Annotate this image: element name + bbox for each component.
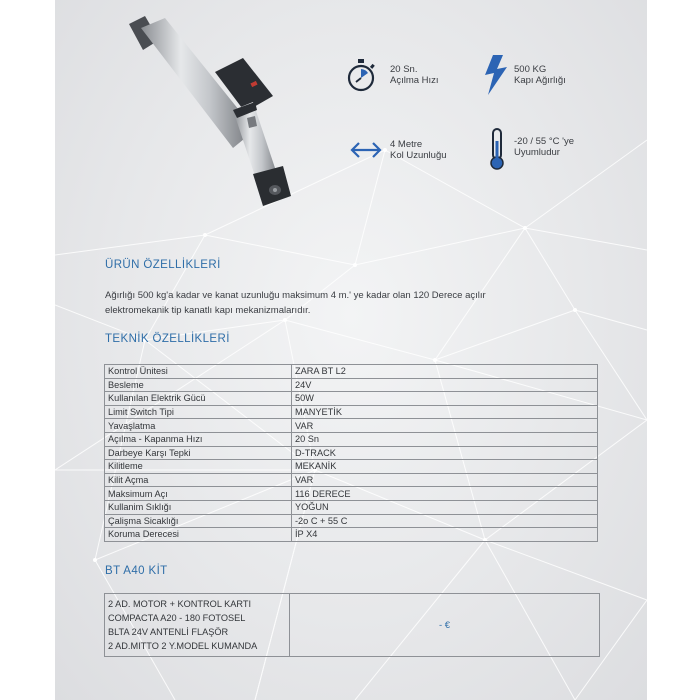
kit-title: BT A40 KİT <box>105 565 168 577</box>
spec-row <box>105 405 598 419</box>
product-sheet <box>55 0 647 700</box>
spec-row <box>105 392 598 406</box>
spec-key: Kullanılan Elektrik Gücü <box>105 392 292 406</box>
spec-value: MEKANİK <box>292 460 598 474</box>
spec-key: Limit Switch Tipi <box>105 405 292 419</box>
spec-table <box>104 364 598 542</box>
gate-motor-image <box>115 10 315 215</box>
spec-key: Kontrol Ünitesi <box>105 365 292 379</box>
spec-key: Açılma - Kapanma Hızı <box>105 432 292 446</box>
spec-row <box>105 473 598 487</box>
spec-value: VAR <box>292 419 598 433</box>
spec-value: 116 DERECE <box>292 487 598 501</box>
spec-row <box>105 378 598 392</box>
kit-line: BLTA 24V ANTENLİ FLAŞÖR <box>108 627 229 637</box>
spec-row <box>105 487 598 501</box>
kit-line: 2 AD.MITTO 2 Y.MODEL KUMANDA <box>108 641 258 651</box>
kit-contents <box>105 594 290 657</box>
feature-speed: 20 Sn. Açılma Hızı <box>390 64 439 86</box>
spec-value: 20 Sn <box>292 432 598 446</box>
spec-value: ZARA BT L2 <box>292 365 598 379</box>
thermometer-icon <box>488 127 506 171</box>
kit-table <box>104 593 600 657</box>
product-description: Ağırlığı 500 kg'a kadar ve kanat uzunluğu maksimum 4 m.' ye kadar olan 120 Derece açılır elektromekanik tip kanatlı kapı mekanizmalarıdır. <box>105 290 486 316</box>
spec-value: D-TRACK <box>292 446 598 460</box>
kit-price: - € <box>290 594 600 657</box>
technical-specs-title: TEKNİK ÖZELLİKLERİ <box>105 333 230 345</box>
spec-key: Yavaşlatma <box>105 419 292 433</box>
stopwatch-icon <box>345 57 377 93</box>
double-arrow-icon <box>349 140 383 160</box>
spec-key: Kilit Açma <box>105 473 292 487</box>
spec-value: YOĞUN <box>292 500 598 514</box>
kit-line: COMPACTA A20 - 180 FOTOSEL <box>108 613 246 623</box>
spec-value: VAR <box>292 473 598 487</box>
kit-line: 2 AD. MOTOR + KONTROL KARTI <box>108 599 252 609</box>
spec-key: Kilitleme <box>105 460 292 474</box>
spec-key: Koruma Derecesi <box>105 528 292 542</box>
spec-row <box>105 500 598 514</box>
spec-row <box>105 419 598 433</box>
spec-key: Çalişma Sicaklığı <box>105 514 292 528</box>
spec-key: Maksimum Açı <box>105 487 292 501</box>
spec-value: -2o C + 55 C <box>292 514 598 528</box>
feature-temperature: -20 / 55 °C 'ye Uyumludur <box>514 136 575 158</box>
spec-key: Darbeye Karşı Tepki <box>105 446 292 460</box>
lightning-icon <box>483 53 509 97</box>
spec-row <box>105 365 598 379</box>
spec-row <box>105 460 598 474</box>
spec-value: İP X4 <box>292 528 598 542</box>
spec-row <box>105 528 598 542</box>
spec-row <box>105 514 598 528</box>
product-features-title: ÜRÜN ÖZELLİKLERİ <box>105 259 221 271</box>
spec-row <box>105 446 598 460</box>
spec-value: MANYETİK <box>292 405 598 419</box>
spec-key: Besleme <box>105 378 292 392</box>
spec-key: Kullanim Sıklığı <box>105 500 292 514</box>
spec-row <box>105 432 598 446</box>
spec-value: 24V <box>292 378 598 392</box>
spec-value: 50W <box>292 392 598 406</box>
feature-weight: 500 KG Kapı Ağırlığı <box>514 64 566 86</box>
feature-arm-length: 4 Metre Kol Uzunluğu <box>390 139 447 161</box>
